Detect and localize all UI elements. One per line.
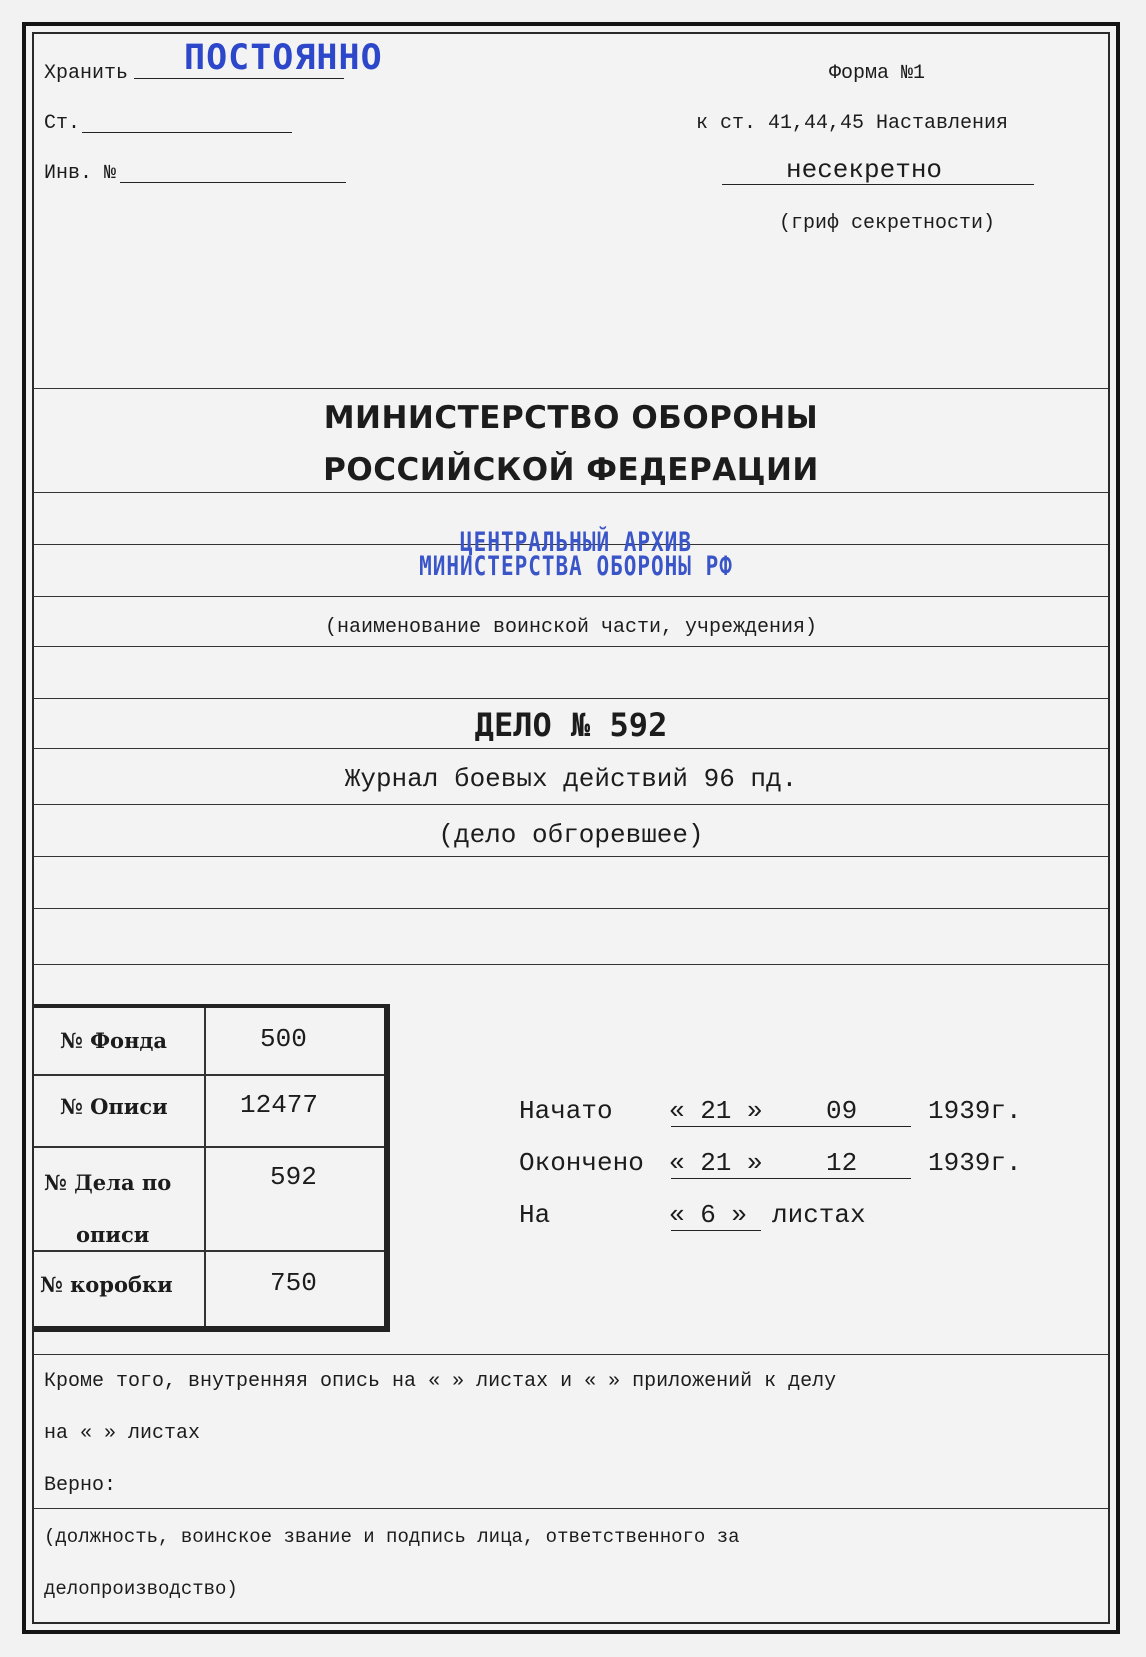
ministry-title-line2: РОССИЙСКОЙ ФЕДЕРАЦИИ: [323, 452, 819, 488]
rule-line: [34, 1354, 1108, 1355]
archive-stamp-line1: ЦЕНТРАЛЬНЫЙ АРХИВ: [460, 527, 692, 557]
ended-month: 12: [826, 1148, 858, 1178]
secrecy-caption: (гриф секретности): [779, 212, 996, 235]
sheets-value: « 6 »: [669, 1200, 748, 1230]
rule-line: [34, 646, 1108, 647]
started-label: Начато: [519, 1096, 613, 1126]
inventory-label: Инв. №: [44, 162, 117, 185]
rule-line: [34, 1508, 1108, 1509]
started-day: « 21 »: [669, 1096, 763, 1126]
fond-label: № Фонда: [60, 1028, 168, 1053]
registry-table: [34, 1004, 390, 1332]
started-month: 09: [826, 1096, 858, 1126]
inventory-underline: [120, 182, 346, 183]
store-underline: [134, 78, 344, 79]
rule-line: [34, 492, 1108, 493]
table-row-line: [34, 1146, 384, 1148]
rule-line: [34, 964, 1108, 965]
responsible-person-line1: (должность, воинское звание и подпись лица, ответственного за: [44, 1526, 740, 1548]
responsible-person-line2: делопроизводство): [44, 1578, 238, 1600]
store-value-stamp: ПОСТОЯННО: [184, 38, 383, 78]
table-row-line: [34, 1250, 384, 1252]
sheets-label: На: [519, 1200, 551, 1230]
rule-line: [34, 908, 1108, 909]
sheets-underline: [671, 1230, 761, 1231]
started-underline: [671, 1126, 911, 1127]
secrecy-value: несекретно: [786, 155, 943, 185]
internal-inventory-text: Кроме того, внутренняя опись на « » листах и « » приложений к делу: [44, 1370, 837, 1393]
document-inner-frame: [32, 32, 1110, 1624]
opis-value: 12477: [240, 1090, 319, 1120]
case-title: ДЕЛО № 592: [474, 706, 668, 744]
archive-stamp-line2: МИНИСТЕРСТВА ОБОРОНЫ РФ: [419, 551, 733, 581]
case-description: Журнал боевых действий 96 пд.: [344, 764, 798, 794]
rule-line: [34, 596, 1108, 597]
secrecy-underline: [722, 184, 1034, 185]
table-row-line: [34, 1074, 384, 1076]
article-label: Ст.: [44, 112, 81, 135]
box-value: 750: [270, 1268, 317, 1298]
sheets-suffix: листах: [772, 1200, 866, 1230]
form-number: Форма №1: [829, 62, 926, 85]
rule-line: [34, 388, 1108, 389]
document-frame: [22, 22, 1120, 1634]
fond-value: 500: [260, 1024, 307, 1054]
rule-line: [34, 804, 1108, 805]
ministry-title-line1: МИНИСТЕРСТВО ОБОРОНЫ: [323, 400, 819, 436]
store-label: Хранить: [44, 62, 129, 85]
delo-label-line2: описи: [76, 1222, 150, 1247]
delo-label-line1: № Дела по: [44, 1170, 172, 1195]
articles-reference: к ст. 41,44,45 Наставления: [696, 112, 1009, 135]
case-note: (дело обгоревшее): [438, 820, 704, 850]
rule-line: [34, 856, 1108, 857]
started-year: 1939г.: [928, 1096, 1022, 1126]
ended-label: Окончено: [519, 1148, 644, 1178]
appendix-sheets-text: на « » листах: [44, 1422, 201, 1445]
ended-underline: [671, 1178, 911, 1179]
table-divider: [204, 1008, 206, 1326]
delo-value: 592: [270, 1162, 317, 1192]
unit-caption: (наименование воинской части, учреждения): [324, 616, 818, 639]
opis-label: № Описи: [60, 1094, 168, 1119]
rule-line: [34, 748, 1108, 749]
box-label: № коробки: [40, 1272, 173, 1297]
verified-label: Верно:: [44, 1474, 117, 1497]
ended-year: 1939г.: [928, 1148, 1022, 1178]
article-underline: [82, 132, 292, 133]
ended-day: « 21 »: [669, 1148, 763, 1178]
rule-line: [34, 698, 1108, 699]
